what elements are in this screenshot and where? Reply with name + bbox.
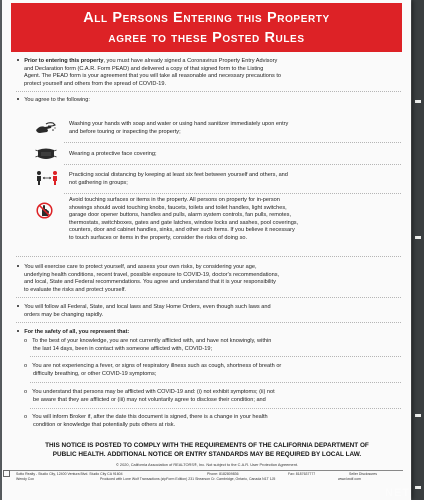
footer-brokerage: Sotto Realty - Studio City, 12400 Ventura Blvd. Studio City CA 91604 xyxy=(16,472,123,476)
rule-4-line-4: thermostats, switchboxes, gates and gate latches, window locks and sashes, pool coverings, xyxy=(69,219,299,226)
intro-line-3: Agent. The PEAD form is your agreement that you will take all reasonable and necessary precautions to xyxy=(24,73,282,79)
safety-item-4-line-1: o You will inform Broker if, after the date this document is signed, there is a change in your health xyxy=(24,414,268,420)
title-line-2: agree to these Posted Rules xyxy=(108,30,305,46)
divider xyxy=(30,382,401,383)
page-title-banner xyxy=(11,3,402,52)
rule-4-line-2: showings should avoid touching knobs, faucets, toilets and toilet handles, light switches, xyxy=(69,204,287,211)
divider xyxy=(64,193,401,194)
no-touch-icon xyxy=(36,202,53,219)
sub-bullet: o xyxy=(24,414,28,420)
rule-3-line-1: Practicing social distancing by keeping at least six feet between yourself and others, and xyxy=(69,172,288,178)
safety-heading: For the safety of all, you represent that: xyxy=(17,329,129,337)
rule-4-line-3: garage door opener buttons, handles and pulls, alarm system controls, fan pulls, remotes, xyxy=(69,212,292,218)
intro-line-2: and Declaration form (C.A.R. Form PEAD) and delivered a copy of that signed form to the Listing xyxy=(24,65,264,72)
scroll-marker xyxy=(415,100,421,103)
safety-item-3-line-2: be aware that they are afflicted or (iii) may not voluntarily agree to disclose their condition; and xyxy=(33,396,266,403)
footer-producer: Produced with Lone Wolf Transactions (zipForm Edition) 231 Shearson Cr. Cambridge, Ontario, Canada N1T 1J5 xyxy=(100,477,276,481)
footer-website: www.lwolf.com xyxy=(338,477,361,481)
watermark: NET xyxy=(385,487,410,499)
risk-line-3: and local, State and Federal recommendations. You agree and understand that it is your responsibility xyxy=(24,279,276,285)
risk-line-2: underlying health conditions, recent travel, possible exposure to COVID-19, doctor's recommendations, xyxy=(24,271,280,278)
divider xyxy=(30,356,401,357)
bullet xyxy=(17,330,19,332)
intro-line-4: protect yourself and others from the spread of COVID-19. xyxy=(24,80,167,87)
sub-bullet: o xyxy=(24,389,28,395)
laws-line-2: orders may be changing rapidly. xyxy=(24,311,104,318)
safety-item-2-line-2: difficulty breathing, or other COVID-19 symptoms; xyxy=(33,370,157,377)
bullet xyxy=(17,305,19,307)
rule-1-line-2: and before touring or inspecting the property; xyxy=(69,128,181,135)
footer-form-name: Seller Disclosures xyxy=(349,472,378,476)
form-corner-mark xyxy=(3,470,10,477)
divider xyxy=(30,408,401,409)
divider xyxy=(16,322,401,323)
viewer-scrollbar[interactable] xyxy=(412,0,424,500)
rule-4-line-1: Avoid touching surfaces or items in the property. All persons on property for in-person xyxy=(69,197,280,203)
safety-item-1-line-2: the last 14 days, been in contact with someone afflicted with, COVID-19; xyxy=(33,345,212,352)
intro-bold: Prior to entering this property xyxy=(24,58,104,64)
bullet xyxy=(17,98,19,100)
intro-line-1: Prior to entering this property, you must have already signed a Coronavirus Property Entry Advisory xyxy=(17,58,277,66)
bullet xyxy=(17,265,19,267)
bullet xyxy=(17,59,19,61)
social-distance-icon xyxy=(35,170,59,185)
scroll-marker xyxy=(415,414,421,417)
footer-agent: Wendy Cox xyxy=(16,477,35,481)
divider xyxy=(16,256,401,257)
hand-wash-icon xyxy=(35,121,57,135)
title-line-1: All Persons Entering this Property xyxy=(83,10,330,26)
safety-item-3-line-1: o You understand that persons may be afflicted with COVID-19 and: (i) not exhibit symptoms; (ii) not xyxy=(24,389,275,395)
notice-line-2: PUBLIC HEALTH. ADDITIONAL NOTICE OR ENTRY STANDARDS MAY BE REQUIRED BY LOCAL LAW. xyxy=(52,451,362,458)
footer-phone: Phone: 8182809836 xyxy=(207,472,239,476)
safety-item-1-line-1: o To the best of your knowledge, you are not currently afflicted with, and have not knowingly, within xyxy=(24,338,272,344)
agree-heading: You agree to the following: xyxy=(17,97,90,105)
laws-line-1: You will follow all Federal, State, and local laws and Stay Home Orders, even though such laws and xyxy=(17,304,271,312)
safety-item-4-line-2: condition or knowledge that potentially puts others at risk. xyxy=(33,421,176,428)
rule-2-line-1: Wearing a protective face covering; xyxy=(69,151,157,157)
face-mask-icon xyxy=(35,147,57,161)
safety-item-2-line-1: o You are not experiencing a fever, or signs of respiratory illness such as cough, shortness of breath or xyxy=(24,363,282,369)
notice-line-1: THIS NOTICE IS POSTED TO COMPLY WITH THE REQUIREMENTS OF THE CALIFORNIA DEPARTMENT OF xyxy=(45,442,369,449)
divider xyxy=(16,91,401,92)
rule-4-line-6: to touch surfaces or items in the property, consider the risks of doing so. xyxy=(69,234,248,241)
scroll-marker xyxy=(415,486,421,489)
footer-fax: Fax: 8187637777 xyxy=(288,472,316,476)
rule-3-line-2: not gathering in groups; xyxy=(69,179,128,186)
copyright: © 2020, California Association of REALTORS®, Inc. Not subject to the C.A.R. User Protection Agreement. xyxy=(115,461,299,467)
sub-bullet: o xyxy=(24,363,28,369)
divider xyxy=(64,142,401,143)
rule-1-line-1: Washing your hands with soap and water or using hand sanitizer immediately upon entry xyxy=(69,121,289,127)
risk-line-1: You will exercise care to protect yourself, and assess your own risks, by considering your age, xyxy=(17,264,257,272)
risk-line-4: to evaluate the risks and protect yourself. xyxy=(24,286,126,293)
rule-4-line-5: counters, door and cabinet handles, sinks, and other such items. If you believe it necessary xyxy=(69,227,295,233)
divider xyxy=(64,164,401,165)
document-page xyxy=(2,0,411,500)
scroll-marker xyxy=(415,236,421,239)
divider xyxy=(16,297,401,298)
footer-divider xyxy=(10,470,403,471)
sub-bullet: o xyxy=(24,338,28,344)
